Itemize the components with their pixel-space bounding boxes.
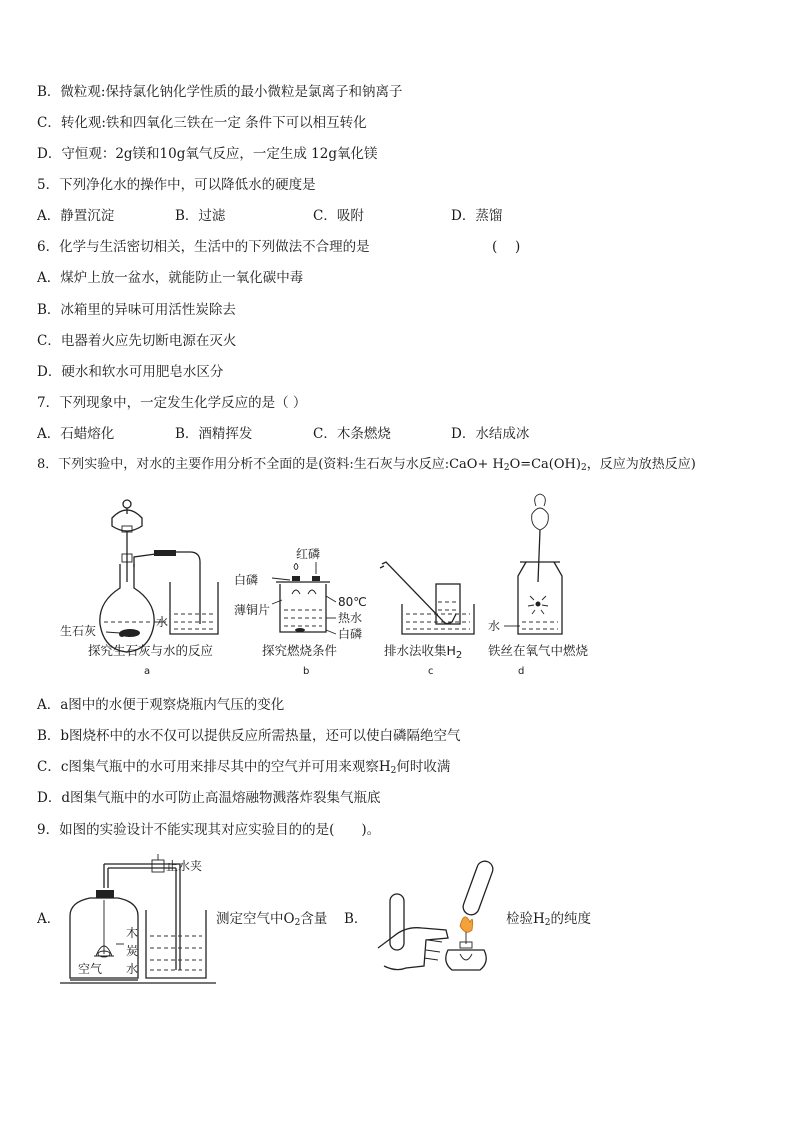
caption-figure-d: 铁丝在氧气中燃烧 [488,643,589,658]
q6-option-d: D．硬水和软水可用肥皂水区分 [37,364,224,380]
figure-c-apparatus [380,562,474,634]
q8-option-c: C．c图集气瓶中的水可用来排尽其中的空气并可用来观察$H_2$何时收满 [37,759,451,776]
label-white-phosphorus-top: 白磷 [234,573,259,587]
label-water-d: 水 [488,619,501,633]
q6-option-c: C．电器着火应先切断电源在灭火 [37,333,237,349]
q9-stem: 9．如图的实验设计不能实现其对应实验目的的是( )。 [37,822,381,838]
q4-option-c: C．转化观:铁和四氧化三铁在一定 条件下可以相互转化 [37,115,367,131]
q6-answer-paren: ( ) [492,239,521,255]
q8-option-b: B．b图烧杯中的水不仅可以提供反应所需热量，还可以使白磷隔绝空气 [37,728,461,744]
label-water-clamp: 止水夹 [166,859,203,873]
q9-option-a-letter: A． [37,911,61,927]
label-water-a: 水 [156,615,169,629]
q4-option-d: D．守恒观：2g镁和10g氧气反应，一定生成 12g氧化镁 [37,146,378,162]
q9-option-a-purpose: 测定空气中$O_2$含量 [216,911,328,928]
label-charcoal-2: 炭 [126,944,139,958]
q6-option-a: A．煤炉上放一盆水，就能防止一氧化碳中毒 [37,270,304,286]
caption-figure-c: 排水法收集$H_2$ [384,643,463,661]
figure-a-apparatus [100,500,218,652]
q8-experiment-figures [50,492,590,684]
q8-option-a: A．a图中的水便于观察烧瓶内气压的变化 [37,697,285,713]
letter-figure-c: c [428,666,434,677]
letter-figure-b: b [303,666,310,677]
q9-figure-a-air-oxygen [60,852,220,987]
q9-option-b-purpose: 检验$H_2$的纯度 [506,911,592,928]
q7-option-d: D．水结成冰 [451,426,530,442]
figure-d-apparatus [504,494,562,634]
q8-option-d: D．d图集气瓶中的水可防止高温熔融物溅落炸裂集气瓶底 [37,790,381,806]
q5-stem: 5．下列净化水的操作中，可以降低水的硬度是 [37,177,316,193]
q5-option-c: C．吸附 [313,208,364,224]
q7-stem: 7．下列现象中，一定发生化学反应的是（ ） [37,395,307,411]
q7-option-c: C．木条燃烧 [313,426,391,442]
q9-option-b-letter: B． [344,911,368,927]
label-hot-water: 热水 [338,611,363,625]
q8-stem: 8．下列实验中，对水的主要作用分析不全面的是(资料:生石灰与水反应:CaO+ $H_2O=Ca(OH)_2$，反应为放热反应) [37,457,696,473]
q7-option-b: B．酒精挥发 [175,426,253,442]
label-water-q9a: 水 [126,962,139,976]
q6-option-b: B．冰箱里的异味可用活性炭除去 [37,302,236,318]
label-copper-sheet: 薄铜片 [234,603,271,617]
label-red-phosphorus: 红磷 [296,547,321,561]
letter-figure-d: d [518,666,525,677]
q5-option-d: D．蒸馏 [451,208,503,224]
q4-option-b: B．微粒观:保持氯化钠化学性质的最小微粒是氯离子和钠离子 [37,84,403,100]
letter-figure-a: a [144,666,151,677]
q5-option-b: B．过滤 [175,208,226,224]
label-white-phosphorus-bottom: 白磷 [338,627,363,641]
caption-figure-a: 探究生石灰与水的反应 [88,643,214,658]
label-charcoal-1: 木 [126,926,139,940]
label-temperature: 80℃ [338,595,367,609]
q7-option-a: A．石蜡熔化 [37,426,115,442]
q6-stem: 6．化学与生活密切相关，生活中的下列做法不合理的是 [37,239,370,255]
label-air: 空气 [78,962,103,976]
q9-figure-b-hydrogen-purity [376,856,501,978]
caption-figure-b: 探究燃烧条件 [262,643,338,658]
label-quicklime: 生石灰 [60,624,97,638]
figure-b-apparatus [272,562,336,634]
q5-option-a: A．静置沉淀 [37,208,115,224]
